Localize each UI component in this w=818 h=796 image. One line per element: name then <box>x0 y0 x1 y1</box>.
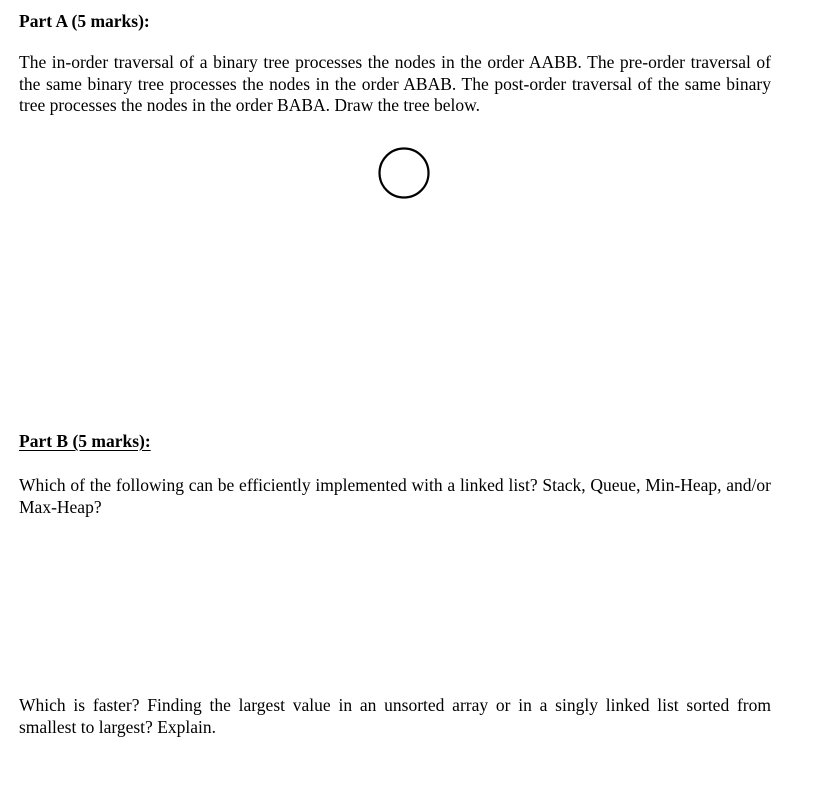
circle-node-icon <box>377 146 431 200</box>
part-a-heading: Part A (5 marks): <box>19 11 150 31</box>
part-a-question: The in-order traversal of a binary tree processes the nodes in the order AABB. The pre-order traversal of the same binary tree processes the nodes in the order ABAB. The post-order traversal of the same binary tree processes the nodes in the order BABA. Draw the tree below. <box>19 52 771 115</box>
tree-node-circle <box>380 149 429 198</box>
part-b-heading: Part B (5 marks): <box>19 431 151 451</box>
part-b-question-2: Which is faster? Finding the largest value in an unsorted array or in a singly linked list sorted from smallest to largest? Explain. <box>19 695 771 737</box>
part-b-question-1: Which of the following can be efficiently implemented with a linked list? Stack, Queue, Min-Heap, and/or Max-Heap? <box>19 475 771 517</box>
